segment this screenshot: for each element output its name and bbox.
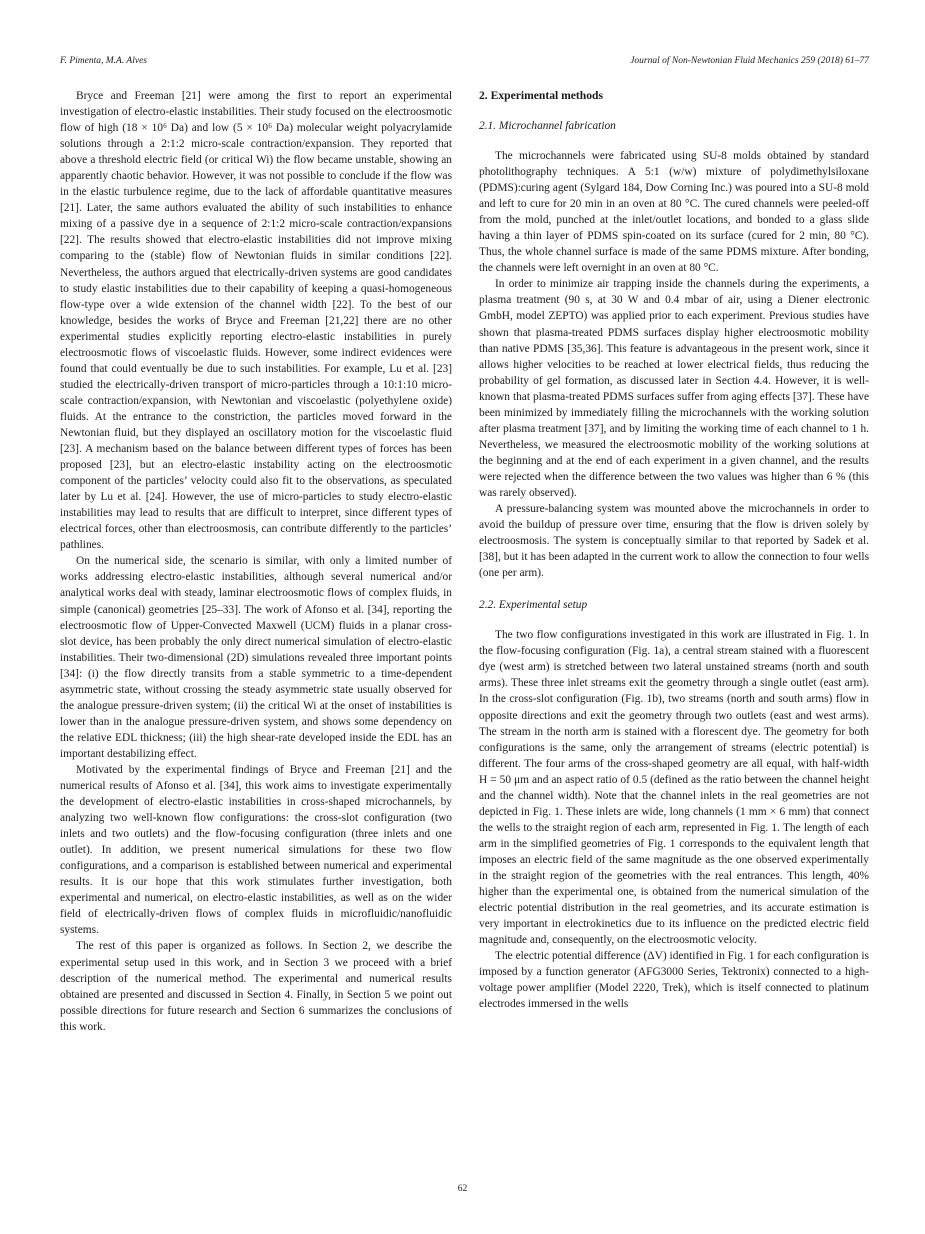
paragraph-pressure-balancing: A pressure-balancing system was mounted above the microchannels in order to avoid the buildup of pressure over time, ensuring that the flow is driven solely by electroosmosis. The system is conceptually similar to that reported by Sadek et al. [38], but it has been adapted in the current work to allow the connection to four wells (one per arm). bbox=[479, 503, 869, 580]
paragraph-motivation: Motivated by the experimental findings of Bryce and Freeman [21] and the numerical results of Afonso et al. [34], this work aims to investigate experimentally the development of electro-elastic instabilities in cross-shaped microchannels, by analyzing two well-known flow configurations: the cross-slot configuration (two inlets and two outlets) and the flow-focusing configuration (three inlets and one outlet). In addition, we present numerical simulations for these two flow configurations, and a comparison is established between numerical and experimental results. It is our hope that this work stimulates further investigation, both experimental and numerical, on electro-elastic instabilities, as well as on the wider field of electrically-driven flows of complex fluids in microfluidic/nanofluidic systems. bbox=[60, 763, 452, 937]
running-head bbox=[60, 56, 869, 70]
right-column bbox=[479, 88, 869, 1012]
subsection-title-microchannel-fabrication: 2.1. Microchannel fabrication bbox=[479, 120, 616, 132]
paragraph-fabrication: The microchannels were fabricated using SU-8 molds obtained by standard photolithography techniques. A 5:1 (w/w) mixture of polydimethylsiloxane (PDMS):curing agent (Sylgard 184, Dow Corning Inc.) was poured into a SU-8 mold and left to cure for 20 min in an oven at 80 °C. The cured channels were peeled-off from the mold, punched at the inlet/outlet locations, and bonded to a glass slide having a thin layer of PDMS spin-coated on its surface (cured for 2 min, 80 °C). Thus, the whole channel surface is made of the same PDMS mixture. After bonding, the channels were left overnight in an oven at 80 °C. bbox=[479, 150, 869, 275]
section-title-experimental-methods: 2. Experimental methods bbox=[479, 89, 603, 102]
paragraph-electric-potential: The electric potential difference (ΔV) identified in Fig. 1 for each configuration is imposed by a function generator (AFG3000 Series, Tektronix) connected to a high-voltage power amplifier (Model 2220, Trek), which is itself connected to platinum electrodes immersed in the wells bbox=[479, 950, 869, 1011]
running-head-journal: Journal of Non-Newtonian Fluid Mechanics 259 (2018) 61–77 bbox=[630, 56, 869, 66]
paragraph-numerical-side: On the numerical side, the scenario is similar, with only a limited number of works addressing electro-elastic instabilities, although several numerical and/or analytical works deal with steady, laminar electroosmotic flows of complex fluids, in simple (canonical) geometries [25–33]. The work of Afonso et al. [34], reporting the electroosmotic flow of Upper-Convected Maxwell (UCM) fluids in a planar cross-slot device, has been probably the only direct numerical simulation of electro-elastic instabilities. Their two-dimensional (2D) simulations revealed three important points [34]: (i) the flow directly transits from a stable symmetric to a time-dependent asymmetric state, without crossing the steady asymmetric state usually observed for the analogue pressure-driven system; (ii) the critical Wi at the onset of instabilities is lower than in the analogue pressure-driven system, and shows some dependency on the relative EDL thickness; (iii) the high shear-rate developed inside the EDL has an important destabilizing effect. bbox=[60, 555, 452, 760]
paragraph-plasma-treatment: In order to minimize air trapping inside the channels during the experiments, a plasma treatment (90 s, at 30 W and 0.4 mbar of air, using a Diener electronic GmbH, model ZEPTO) was applied prior to each experiment. Previous studies have shown that plasma-treated PDMS surfaces display higher electroosmotic mobility than native PDMS [35,36]. This feature is advantageous in the present work, since it allows higher velocities to be reached at lower electrical fields, thus reducing the probability of gel formation, as discussed later in Section 4.4. However, it is well-known that plasma-treated PDMS surfaces suffer from aging effects [37]. These have been minimized by immediately filling the microchannels with the working solution after plasma treatment [37], and by limiting the working time of each channel to 1 h. Nevertheless, we measured the electroosmotic mobility of the working solutions at the beginning and at the end of each experiment in a given channel, and the results were rejected when the difference between the two values was higher than 6 % (this was rarely observed). bbox=[479, 278, 869, 499]
page-number: 62 bbox=[457, 1184, 468, 1194]
paragraph-paper-organization: The rest of this paper is organized as follows. In Section 2, we describe the experimental setup used in this work, and in Section 3 we proceed with a brief description of the numerical method. The experimental and numerical results obtained are presented and discussed in Section 4. Finally, in Section 5 we point out possible directions for future research and Section 6 summarizes the conclusions of this work. bbox=[60, 940, 452, 1033]
subsection-title-experimental-setup: 2.2. Experimental setup bbox=[479, 599, 588, 612]
left-column bbox=[60, 88, 452, 1035]
paragraph-flow-configurations: The two flow configurations investigated in this work are illustrated in Fig. 1. In the flow-focusing configuration (Fig. 1a), a central stream stained with a fluorescent dye (west arm) is stretched between two lateral unstained streams (north and south arms). These three inlet streams exit the geometry through a single outlet (east arm). In the cross-slot configuration (Fig. 1b), two streams (north and south arms) flow in opposite directions and exit the geometry through two outlets (east and west arms). The stream in the north arm is stained with a florescent dye. The geometry for both configurations is the same, only the arrangement of streams (electric potential) is different. The four arms of the cross-shaped geometry are all equal, with half-width H = 50 μm and an aspect ratio of 0.5 (defined as the ratio between the channel height and the channel width). Note that the channel inlets in the real geometries are not depicted in Fig. 1. These inlets are wide, long channels (1 mm × 6 mm) that connect the wells to the straight region of each arm, represented in Fig. 1. The length of each arm in the simplified geometries of Fig. 1 corresponds to the equivalent length that imposes an electric field of the same magnitude as the one observed experimentally in the straight region of the geometries with the real entrances. This length, 40% higher than the experimental one, is obtained from the numerical simulation of the electric potential distribution in the real geometries, and its accurate estimation is very important in electrokinetics due to its influence on the predicted electric field magnitude and, consequently, on the electroosmotic velocity. bbox=[479, 629, 869, 947]
paragraph-bryce-freeman: Bryce and Freeman [21] were among the first to report an experimental investigation of electro-elastic instabilities. Their study focused on the electroosmotic flow of high (18 × 10⁶ Da) and low (5 × 10⁶ Da) molecular weight polyacrylamide solutions through a 2:1:2 micro-scale contraction/expansion. They reported that above a threshold electric field (or critical Wi) the flow became unstable, showing an apparently chaotic behavior. However, it was not possible to conclude if the flow was in the elastic turbulence regime, due to the lack of affordable quantitative measures [21]. Later, the same authors evaluated the ability of such instabilities to enhance mixing of a passive dye in a sequence of 2:1:2 micro-scale contraction/expansions [22]. The results showed that electro-elastic instabilities did not improve mixing comparing to the (stable) flow of Newtonian fluids in similar conditions [22]. Nevertheless, the authors argued that electrically-driven systems are good candidates to study elastic instabilities due to their capability of keeping a quasi-homogeneous flow-type over a wide extension of the channel width [22]. To the best of our knowledge, besides the works of Bryce and Freeman [21,22] there are no other experimental studies explicitly reporting electro-elastic instabilities in purely electroosmotic flows of viscoelastic fluids. However, some indirect evidences were found that could eventually be due to such instabilities. For example, Lu et al. [23] studied the electrically-driven transport of micro-particles through a 10:1:10 micro-scale contraction/expansion, with Newtonian and viscoelastic (polyethylene oxide) fluids. At the entrance to the constriction, the particles moved forward in the Newtonian fluid, but they displayed an oscillatory motion for the viscoelastic fluid [23]. A mechanism based on the balance between different types of forces has been proposed [23], but an electro-elastic instability acting on the electroosmotic component of the particles’ velocity could also fit to the observations, as speculated later by Lu et al. [24]. However, the use of micro-particles to study electro-elastic instabilities may lead to results that are difficult to interpret, since different types of electrical forces, other than electroosmosis, can contribute differently to the particles’ pathlines. bbox=[60, 90, 452, 552]
running-head-authors: F. Pimenta, M.A. Alves bbox=[60, 56, 147, 66]
